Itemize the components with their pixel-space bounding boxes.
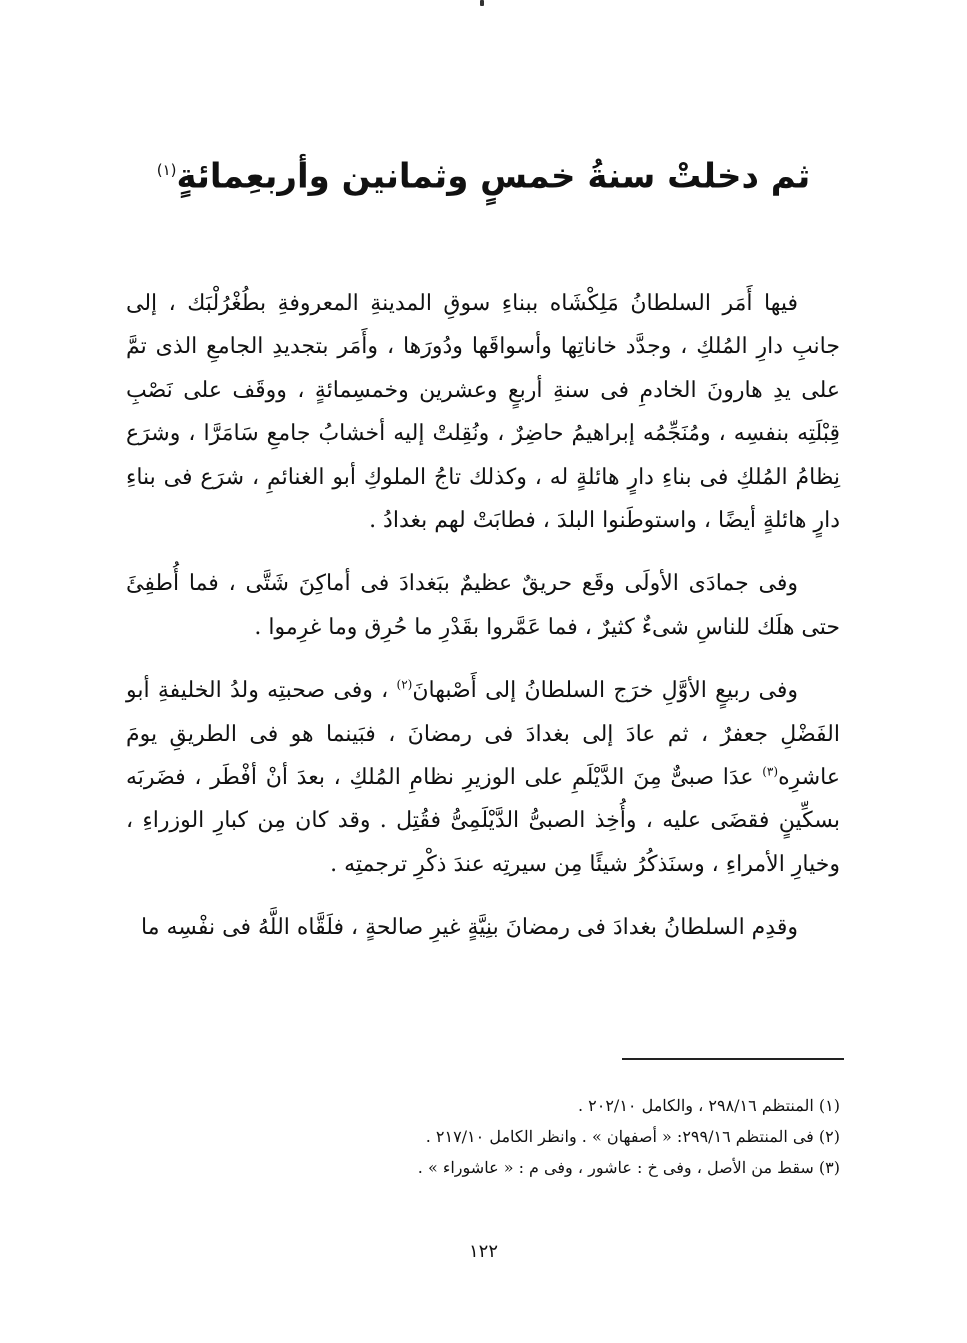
paragraph-2: وفى جمادَى الأولَى وقَع حريقٌ عظيمٌ ببَغدادَ فى أماكِنَ شَتَّى ، فما أُطفِئَ حتى هلَك للناسِ شىءٌ كثيرٌ ، فما عَمَّروا بقَدْرِ ما حُرِق وما غرِموا . — [126, 571, 840, 640]
chapter-title — [100, 140, 867, 206]
title-footnote-marker: (١) — [156, 161, 177, 179]
footnote-separator-line — [622, 1058, 844, 1060]
paragraph-1: فيها أَمَر السلطانُ مَلِكْشَاه ببناءِ سوقِ المدينةِ المعروفةِ بطُغْرُلْبَك ، إلى جانبِ دارِ المُلكِ ، وجدَّد خاناتِها وأسواقَها ودُورَها ، وأَمَر بتجديدِ الجامعِ الذى تمَّ على يدِ هارونَ الخادمِ فى سنةِ أربعٍ وعشرين وخمسِمائةٍ ، ووقَف على نَصْبِ قِبْلَتِه بنفسِه ، ومُنَجِّمُه إبراهيمُ حاضِرٌ ، ونُقِلتْ إليه أخشابُ جامعِ سَامَرَّا ، وشرَع نِظامُ المُلكِ فى بناءِ دارٍ هائلةٍ له ، وكذلك تاجُ الملوكِ أبو الغنائمِ ، شرَع فى بناءِ دارٍ هائلةٍ أيضًا ، واستوطَنوا البلدَ ، فطابَتْ لهم بغدادُ . — [126, 291, 840, 534]
paragraph-3-part-2: ، وفى صحبتِه ولدُ الخليفةِ أبو الفَضْلِ جعفرٌ ، ثم عادَ إلى بغدادَ فى رمضانَ ، فبَينما هو فى الطريقِ يومَ عاشرِه — [126, 678, 840, 791]
chapter-title-text: ثم دخلتْ سنةُ خمسٍ وثمانين وأربعِمائةٍ — [176, 156, 811, 197]
top-margin-mark — [480, 0, 484, 6]
footnote-marker-3: (٣) — [762, 764, 779, 779]
paragraph-3 — [126, 669, 840, 886]
page-number: ١٢٢ — [468, 1241, 498, 1262]
footnotes — [126, 1090, 840, 1183]
paragraph-3-part-3: عدَا صبىٌّ مِنَ الدَّيْلَمِ على الوزيرِ نظامِ المُلكِ ، بعدَ أنْ أفْطَر ، فضَربَه بسكِّينٍ فقضَى عليه ، وأُخِذ الصبىُّ الدَّيْلَمِىُّ فقُتِل . وقد كان مِن كبارِ الوزراءِ ، وخيارِ الأمراءِ ، وسنَذكُرُ شيئًا مِن سيرتِه عندَ ذكْرِ ترجمتِه . — [126, 765, 840, 877]
paragraph-3-part-1: وفى ربيعٍ الأوَّلِ خرَج السلطانُ إلى أَصْبهانَ — [412, 678, 798, 704]
footnote-1: (١) المنتظم ٢٩٨/١٦ ، والكامل ٢٠٢/١٠ . — [577, 1096, 840, 1115]
footnote-3: (٣) سقط من الأصل ، وفى خ : عاشور ، وفى م : « عاشوراء » . — [417, 1158, 840, 1177]
paragraph-4: وقدِم السلطانُ بغدادَ فى رمضانَ بنِيَّةٍ غيرِ صالحةٍ ، فلَقَّاه اللَّهُ فى نفْسِه ما — [141, 915, 798, 941]
footnote-2: (٢) فى المنتظم ٢٩٩/١٦: « أصفهان » . وانظر الكامل ٢١٧/١٠ . — [425, 1127, 840, 1146]
main-text — [126, 282, 840, 970]
footnote-marker-2: (٢) — [396, 677, 413, 692]
